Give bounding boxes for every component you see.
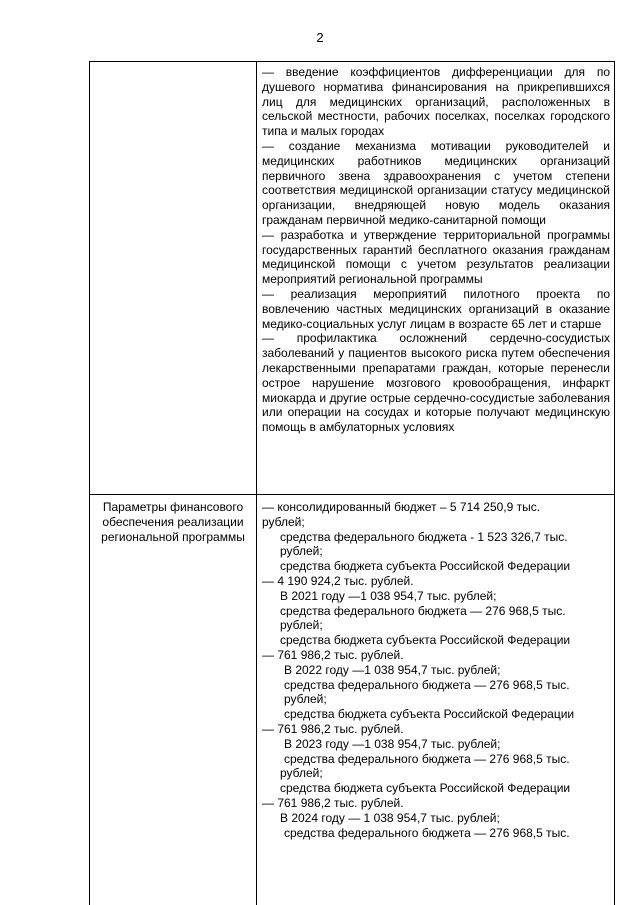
measure-paragraph: — создание механизма мотивации руководителей и медицинских работников медицинских организаций первичного звена здравоохранения с учетом степени соответствия медицинской организации статусу медицинской организации, внедряющей новую модель оказания гражданам первичной медико-санитарной помощи	[262, 138, 610, 227]
financing-line: В 2021 году —1 038 954,7 тыс. рублей;	[280, 588, 497, 603]
measure-paragraph: — разработка и утверждение территориальной программы государственных гарантий бесплатного оказания гражданам медицинской помощи с учетом результатов реализации мероприятий региональной программы	[262, 227, 610, 287]
financing-line: средства бюджета субъекта Российской Федерации	[284, 707, 575, 722]
financing-line: — 761 986,2 тыс. рублей.	[262, 795, 404, 810]
financing-line: рублей;	[262, 514, 305, 529]
financing-line: средства бюджета субъекта Российской Федерации	[280, 781, 571, 796]
financing-line: рублей;	[280, 544, 323, 559]
measure-paragraph: — реализация мероприятий пилотного проекта по вовлечению частных медицинских организаций в оказание медико-социальных услуг лицам в возрасте 65 лет и старше	[262, 286, 610, 331]
financing-line: — 4 190 924,2 тыс. рублей.	[262, 573, 414, 588]
financing-line: средства федерального бюджета — 276 968,5 тыс.	[284, 677, 570, 692]
page-number: 2	[316, 30, 324, 45]
financing-line: рублей;	[284, 692, 327, 707]
financing-line: рублей;	[280, 766, 323, 781]
financing-line: средства федерального бюджета - 1 523 326,7 тыс.	[280, 529, 568, 544]
row1-measures-cell	[262, 65, 610, 435]
financing-line: средства бюджета субъекта Российской Федерации	[280, 559, 571, 574]
table-border-top	[89, 61, 615, 62]
table-column-divider	[256, 61, 257, 905]
row2-financing-cell	[262, 500, 612, 840]
financing-line: средства федерального бюджета — 276 968,5 тыс.	[284, 825, 570, 840]
financing-line: средства федерального бюджета — 276 968,5 тыс.	[280, 603, 566, 618]
financing-line: В 2023 году —1 038 954,7 тыс. рублей;	[284, 736, 501, 751]
financing-line: средства бюджета субъекта Российской Федерации	[280, 633, 571, 648]
row2-label-cell: Параметры финансового обеспечения реализации региональной программы	[101, 500, 245, 544]
financing-line: — 761 986,2 тыс. рублей.	[262, 721, 404, 736]
financing-line: рублей;	[280, 618, 323, 633]
financing-line: — консолидированный бюджет – 5 714 250,9 тыс.	[262, 500, 541, 514]
table-border-left	[89, 61, 90, 905]
financing-line: В 2024 году — 1 038 954,7 тыс. рублей;	[280, 810, 500, 825]
financing-line: В 2022 году —1 038 954,7 тыс. рублей;	[284, 662, 501, 677]
financing-line: — 761 986,2 тыс. рублей.	[262, 647, 404, 662]
table-border-right	[614, 61, 615, 905]
program-table	[89, 61, 615, 905]
table-row-divider	[89, 494, 615, 495]
measure-paragraph: — введение коэффициентов дифференциации для по душевого норматива финансирования на прикрепившихся лиц для медицинских организаций, расположенных в сельской местности, рабочих поселках, поселках городского типа и малых городах	[262, 65, 610, 139]
financing-line: средства федерального бюджета — 276 968,5 тыс.	[284, 751, 570, 766]
measure-paragraph: — профилактика осложнений сердечно-сосудистых заболеваний у пациентов высокого риска путем обеспечения лекарственными препаратами граждан, которые перенесли острое нарушение мозгового кровообращения, инфаркт миокарда и другие острые сердечно-сосудистые заболевания или операции на сосудах и которые получают медицинскую помощь в амбулаторных условиях	[262, 331, 610, 435]
